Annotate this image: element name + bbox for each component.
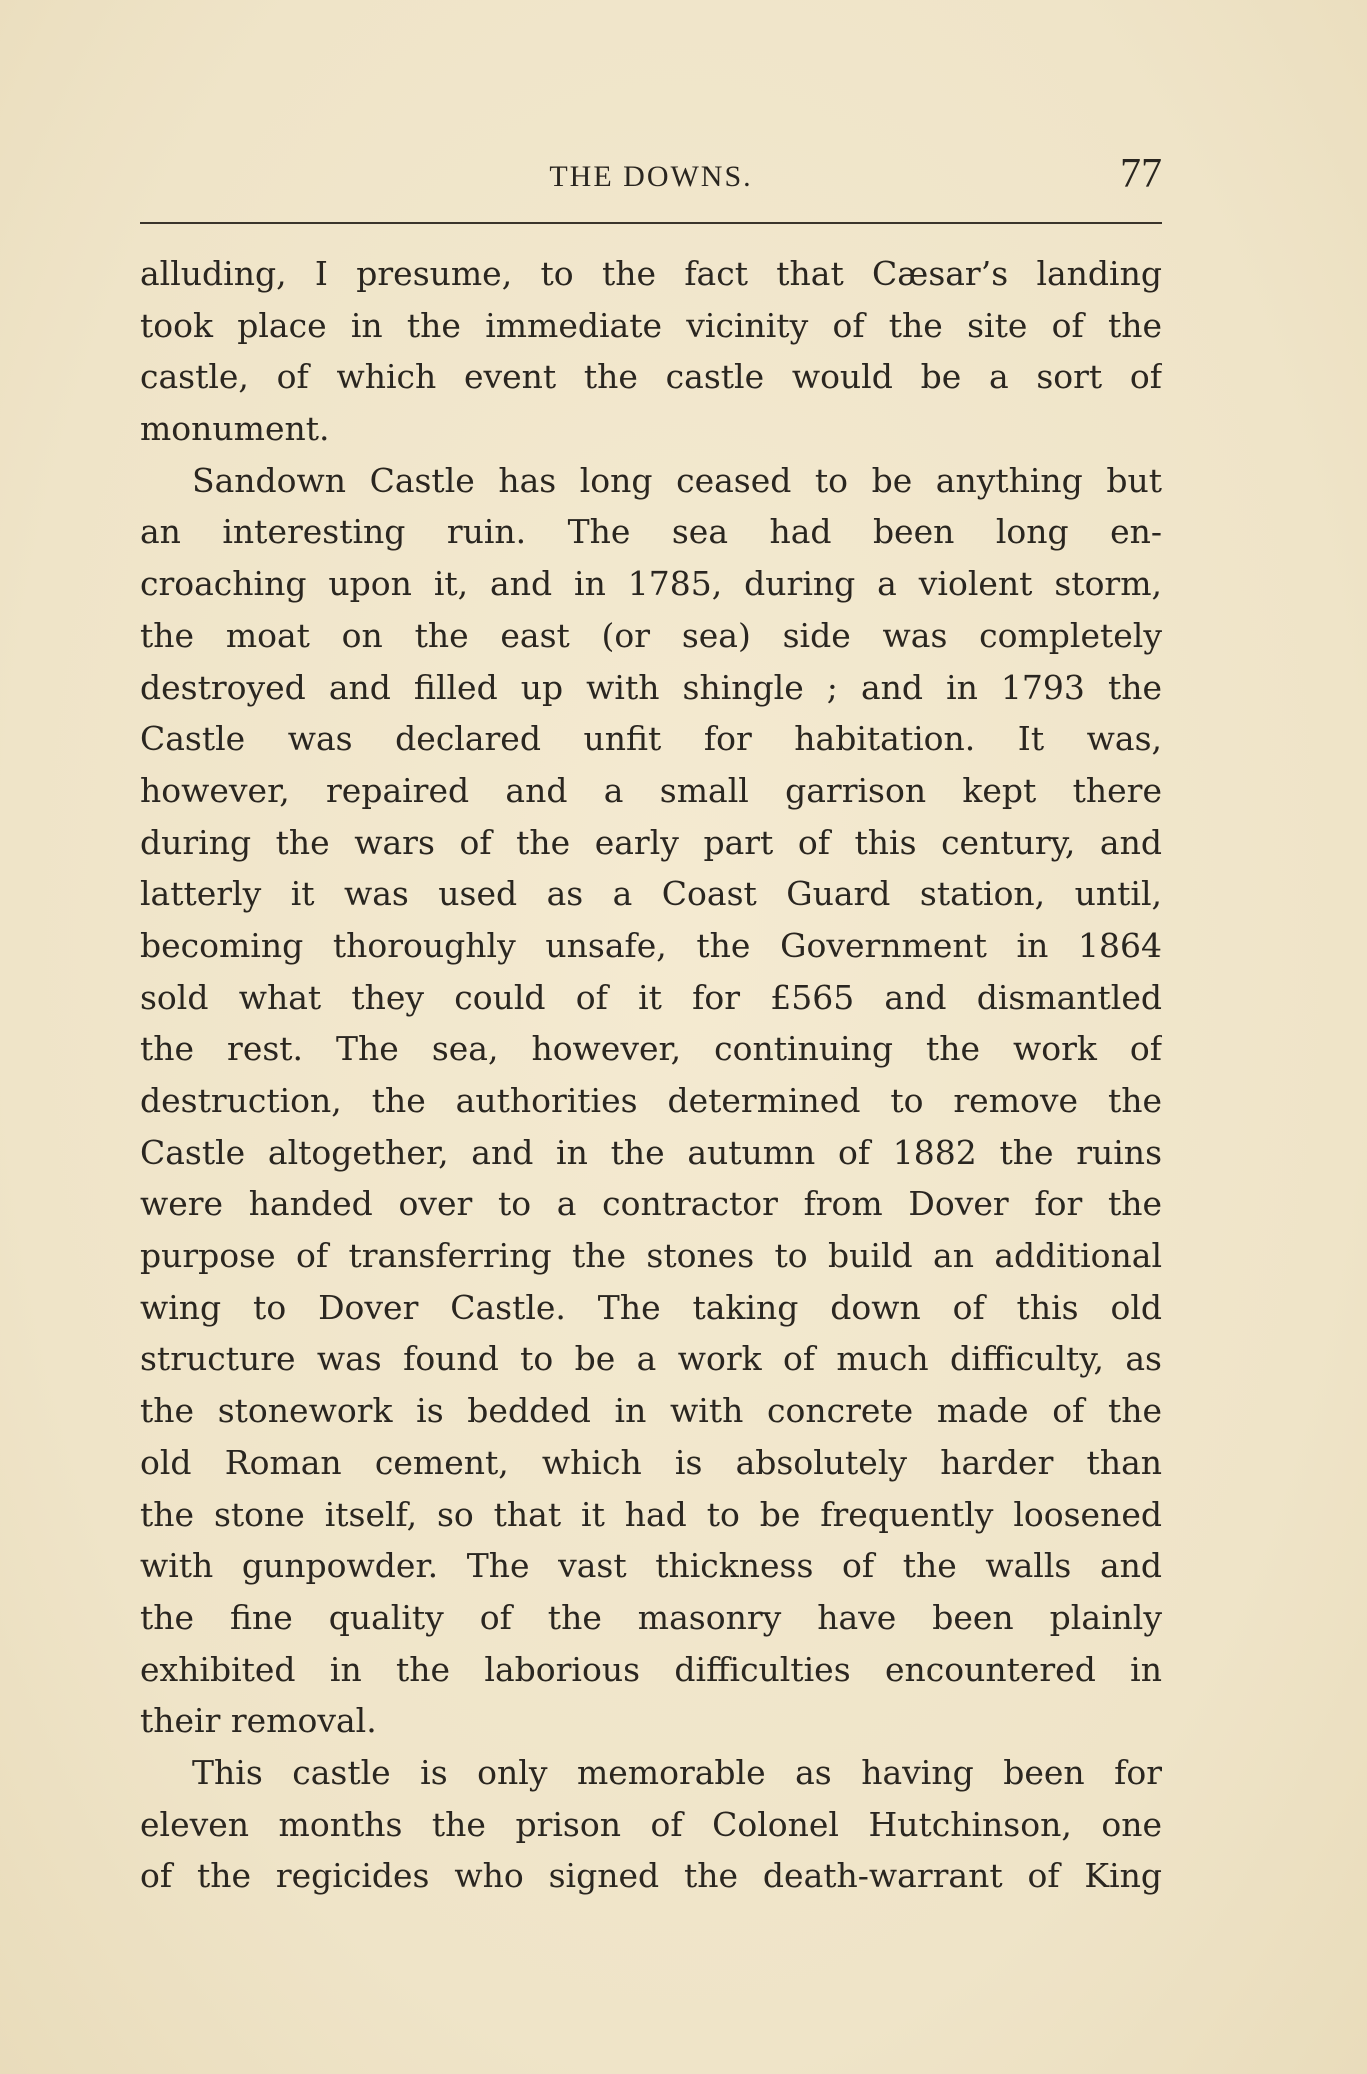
header-rule [140,222,1162,224]
paragraph-start-line: Sandown Castle has long ceased to be anything but [192,460,1162,500]
text-line: destroyed and filled up with shingle ; and in 1793 the [140,667,1162,707]
text-line: the stone itself, so that it had to be frequently loosened [140,1494,1162,1534]
text-line: becoming thoroughly unsafe, the Government in 1864 [140,925,1162,965]
text-line: Castle altogether, and in the autumn of 1882 the ruins [140,1132,1162,1172]
text-line: their removal. [140,1701,377,1741]
paragraph-start-line: This castle is only memorable as having been for [192,1752,1162,1792]
running-title: THE DOWNS. [549,160,753,193]
text-line: exhibited in the laborious difficulties encountered in [140,1649,1162,1689]
text-line: an interesting ruin. The sea had been long en- [140,512,1162,552]
page-number: 77 [1120,151,1162,197]
text-line: old Roman cement, which is absolutely harder than [140,1442,1162,1482]
text-line: during the wars of the early part of this century, and [140,822,1162,862]
text-line: the fine quality of the masonry have been plainly [140,1597,1162,1637]
text-line: were handed over to a contractor from Dover for the [140,1184,1162,1224]
text-line: destruction, the authorities determined to remove the [140,1081,1162,1120]
text-line: of the regicides who signed the death-warrant of King [140,1856,1162,1896]
text-line: monument. [140,409,330,449]
text-line: castle, of which event the castle would be a sort of [140,357,1162,397]
text-line: Castle was declared unfit for habitation. It was, [140,719,1162,759]
text-line: alluding, I presume, to the fact that Cæsar’s landing [140,254,1162,293]
text-line: the stonework is bedded in with concrete made of the [140,1391,1162,1431]
text-line: however, repaired and a small garrison kept there [140,770,1162,810]
text-line: latterly it was used as a Coast Guard station, until, [140,874,1162,914]
text-line: structure was found to be a work of much difficulty, as [140,1339,1162,1379]
text-line: croaching upon it, and in 1785, during a violent storm, [140,564,1162,604]
text-line: purpose of transferring the stones to build an additional [140,1236,1162,1276]
text-line: wing to Dover Castle. The taking down of this old [140,1287,1162,1327]
text-line: sold what they could of it for £565 and dismantled [140,977,1162,1017]
body-text [140,248,1162,1902]
text-line: with gunpowder. The vast thickness of the walls and [140,1546,1162,1586]
running-head [140,148,1162,208]
text-line: the moat on the east (or sea) side was completely [140,615,1162,655]
text-line: eleven months the prison of Colonel Hutchinson, one [140,1804,1162,1844]
text-line: took place in the immediate vicinity of the site of the [140,305,1162,345]
text-line: the rest. The sea, however, continuing the work of [140,1029,1162,1069]
